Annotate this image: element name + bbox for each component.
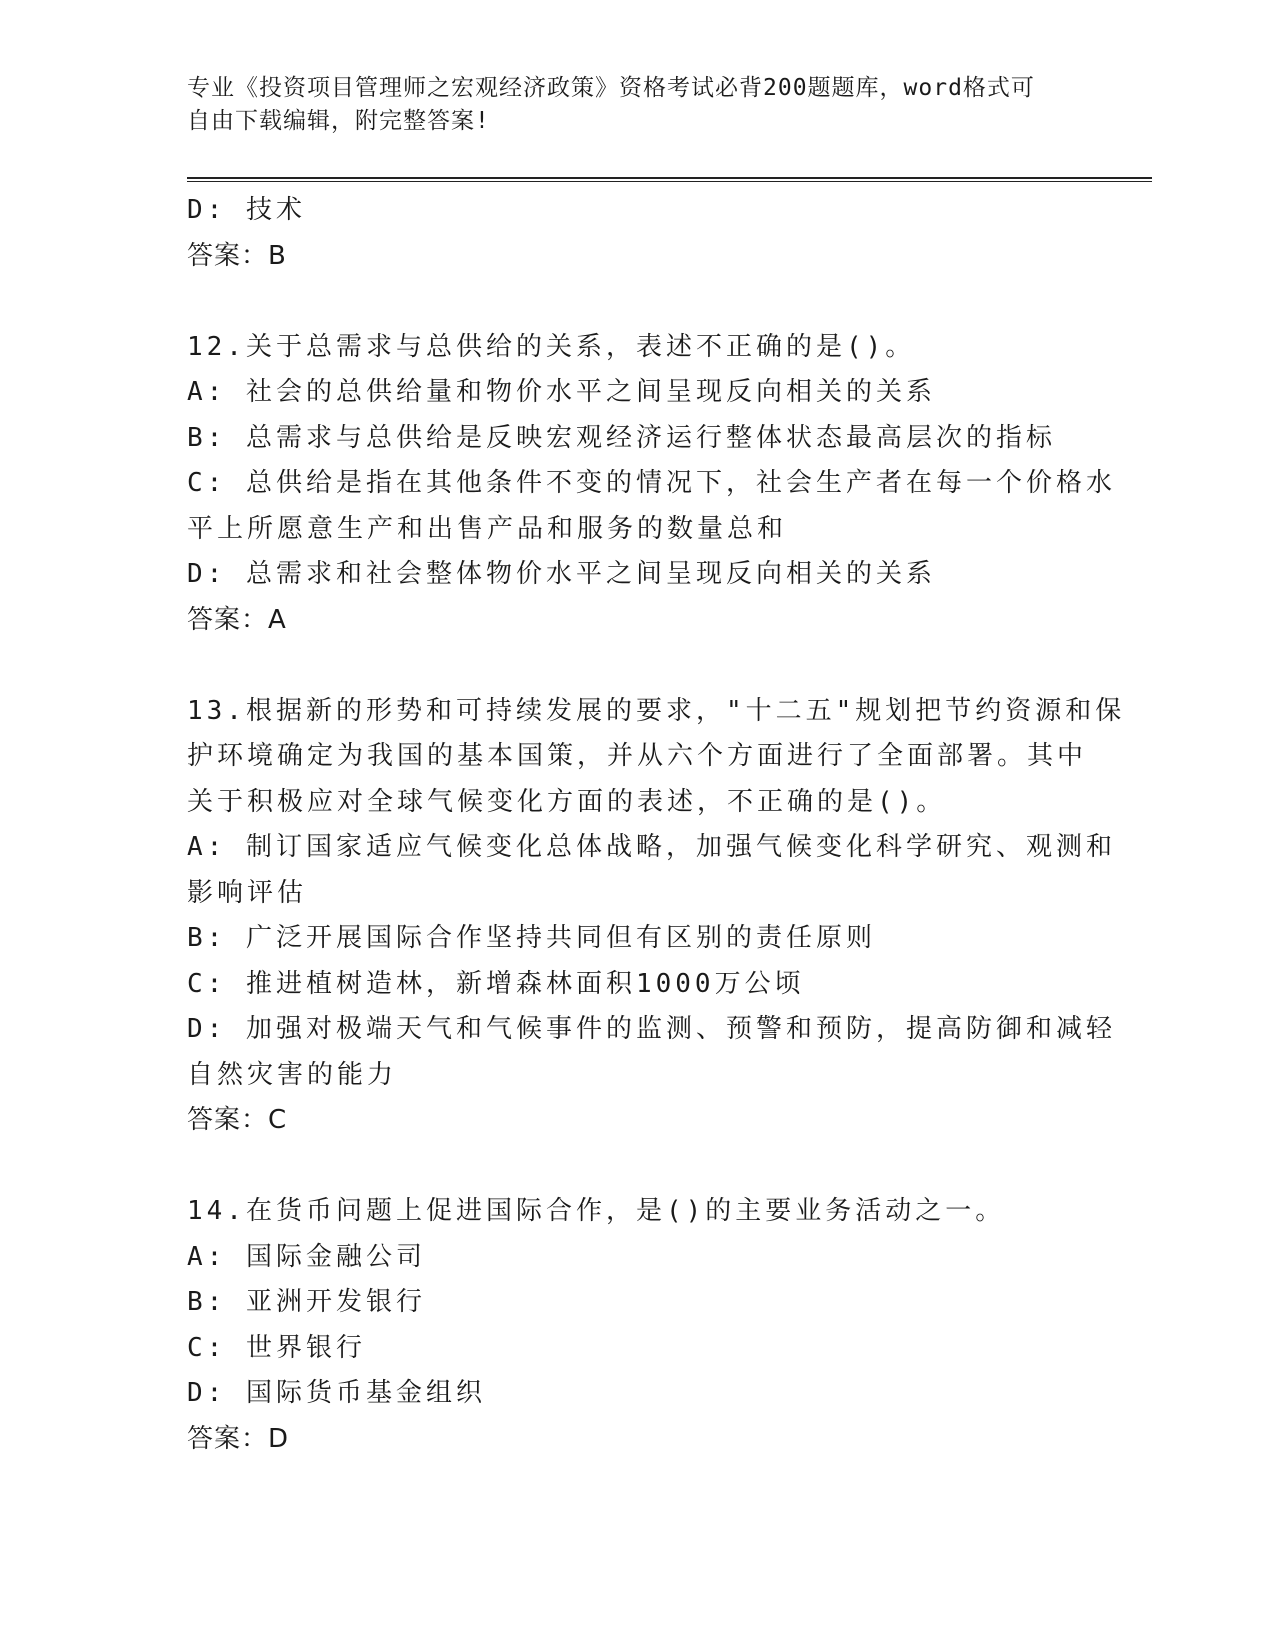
option-a: A: 社会的总供给量和物价水平之间呈现反向相关的关系 [187, 377, 936, 407]
spacer [187, 643, 1067, 689]
spacer [187, 279, 1067, 325]
question-13 [187, 689, 1126, 1144]
option-a: A: 制订国家适应气候变化总体战略，加强气候变化科学研究、观测和 [187, 832, 1116, 862]
prev-answer: 答案：B [187, 240, 287, 271]
option-b: B: 总需求与总供给是反映宏观经济运行整体状态最高层次的指标 [187, 422, 1056, 453]
prev-option-d: D: 技术 [187, 195, 306, 225]
option-b: B: 亚洲开发银行 [187, 1287, 426, 1317]
option-c: C: 世界银行 [187, 1332, 366, 1363]
answer: 答案：C [187, 1105, 288, 1135]
option-c: C: 总供给是指在其他条件不变的情况下，社会生产者在每一个价格水 [187, 468, 1116, 498]
option-d: D: 总需求和社会整体物价水平之间呈现反向相关的关系 [187, 559, 936, 589]
question-12 [187, 325, 1116, 644]
question-stem-cont: 关于积极应对全球气候变化方面的表述，不正确的是()。 [187, 786, 947, 817]
question-stem: 14.在货币问题上促进国际合作，是()的主要业务活动之一。 [187, 1196, 1006, 1226]
option-d: D: 国际货币基金组织 [187, 1378, 486, 1408]
header-line-2: 自由下载编辑，附完整答案! [187, 108, 490, 134]
question-stem: 12.关于总需求与总供给的关系，表述不正确的是()。 [187, 331, 916, 362]
page-header [187, 72, 1067, 138]
header-divider [187, 177, 1152, 182]
option-c: C: 推进植树造林，新增森林面积1000万公顷 [187, 968, 805, 999]
question-content [187, 188, 1126, 1462]
answer: 答案：A [187, 604, 287, 635]
answer: 答案：D [187, 1423, 290, 1454]
option-b: B: 广泛开展国际合作坚持共同但有区别的责任原则 [187, 923, 876, 953]
option-a: A: 国际金融公司 [187, 1241, 426, 1272]
question-14 [187, 1189, 1067, 1462]
header-line-1: 专业《投资项目管理师之宏观经济政策》资格考试必背200题题库，word格式可 [187, 75, 1035, 101]
option-d: D: 加强对极端天气和气候事件的监测、预警和预防，提高防御和减轻 [187, 1014, 1116, 1044]
option-d-cont: 自然灾害的能力 [187, 1059, 398, 1090]
spacer [187, 1144, 1067, 1190]
option-c-cont: 平上所愿意生产和出售产品和服务的数量总和 [187, 513, 788, 544]
question-stem-cont: 护环境确定为我国的基本国策，并从六个方面进行了全面部署。其中 [187, 741, 1088, 771]
option-a-cont: 影响评估 [187, 877, 308, 908]
question-stem: 13.根据新的形势和可持续发展的要求，"十二五"规划把节约资源和保 [187, 695, 1126, 726]
